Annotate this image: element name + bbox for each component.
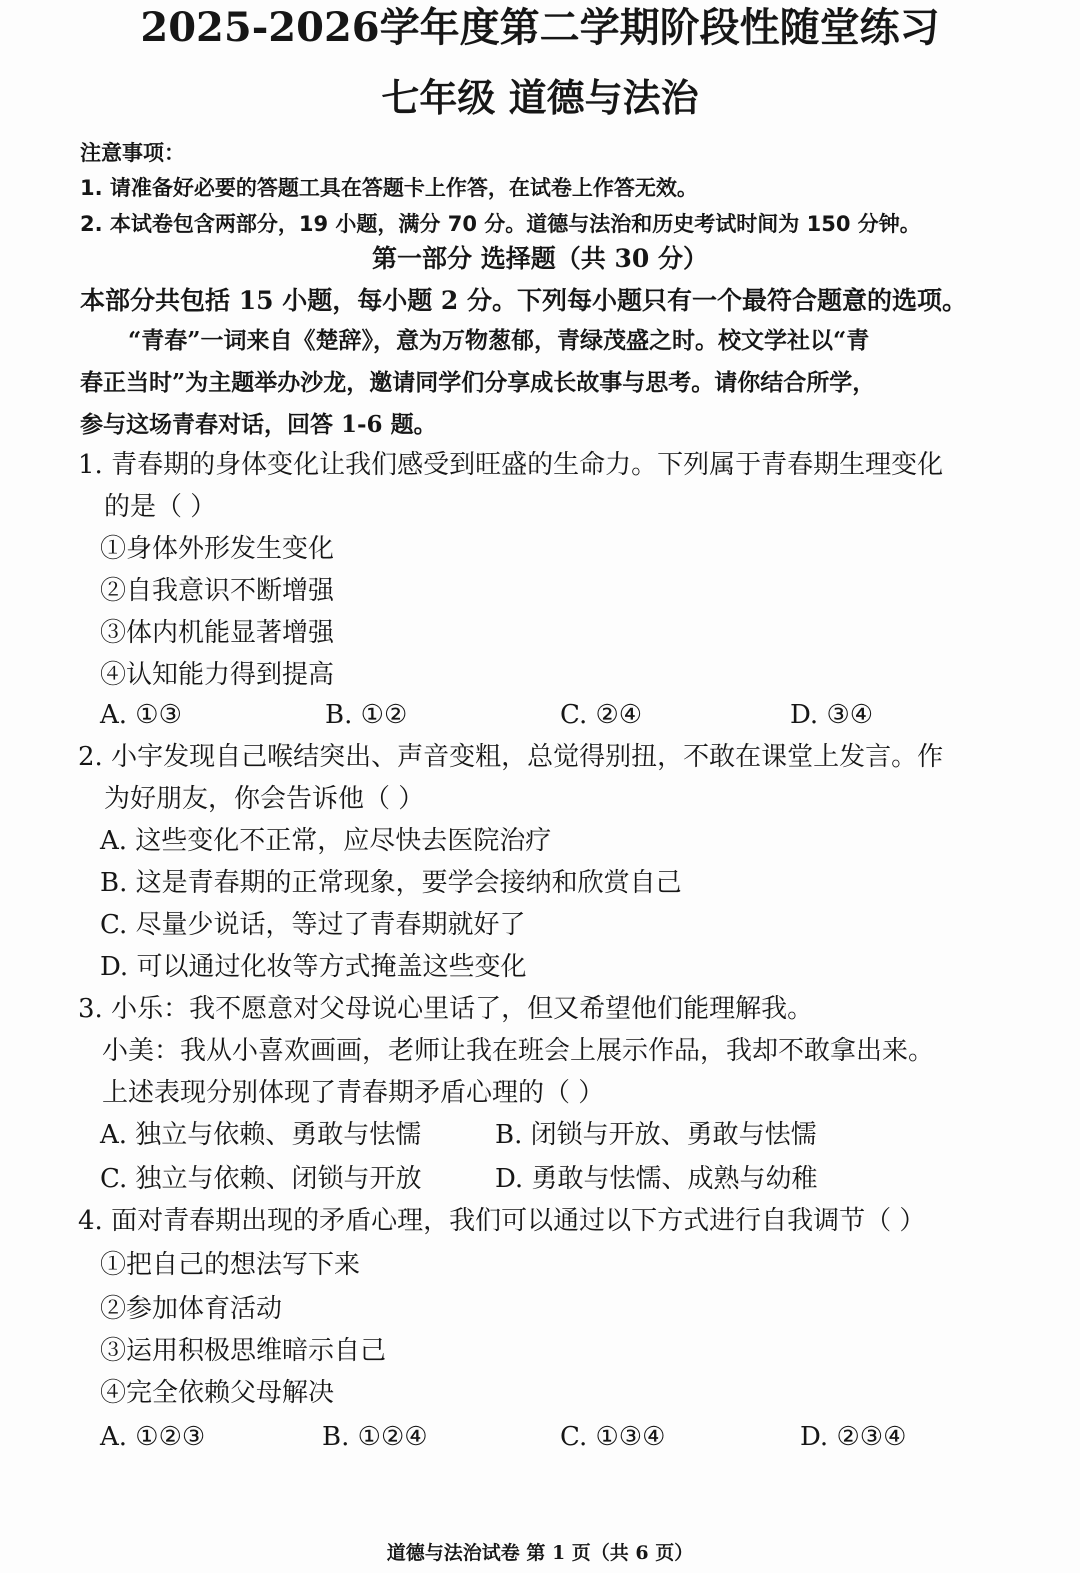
question-stem: 为好朋友，你会告诉他（ ） xyxy=(104,784,425,814)
option-c: C. ①③④ xyxy=(560,1422,666,1452)
note-item: 1. 请准备好必要的答题工具在答题卡上作答，在试卷上作答无效。 xyxy=(80,176,698,200)
question-stem: 3. 小乐：我不愿意对父母说心里话了，但又希望他们能理解我。 xyxy=(78,994,814,1024)
statement: ③运用积极思维暗示自己 xyxy=(100,1336,387,1366)
notes-heading: 注意事项： xyxy=(80,141,185,165)
option-b: B. ①②④ xyxy=(322,1422,428,1452)
option-b: B. 这是青春期的正常现象，要学会接纳和欣赏自己 xyxy=(100,868,682,898)
section-title: 第一部分 选择题（共 30 分） xyxy=(372,244,708,273)
exam-subtitle: 七年级 道德与法治 xyxy=(381,75,699,120)
option-c: C. 独立与依赖、闭锁与开放 xyxy=(100,1164,422,1194)
option-a: A. 独立与依赖、勇敢与怯懦 xyxy=(100,1120,422,1150)
exam-title: 2025-2026学年度第二学期阶段性随堂练习 xyxy=(140,4,940,51)
passage-line: 参与这场青春对话，回答 1-6 题。 xyxy=(80,411,437,438)
statement: ①把自己的想法写下来 xyxy=(100,1250,361,1280)
option-b: B. ①② xyxy=(325,700,408,730)
passage-line: 春正当时”为主题举办沙龙，邀请同学们分享成长故事与思考。请你结合所学， xyxy=(80,369,876,396)
question-stem: 上述表现分别体现了青春期矛盾心理的（ ） xyxy=(102,1078,605,1108)
option-a: A. 这些变化不正常，应尽快去医院治疗 xyxy=(100,826,552,856)
option-d: D. 勇敢与怯懦、成熟与幼稚 xyxy=(495,1164,818,1194)
passage-line: “青春”一词来自《楚辞》，意为万物葱郁，青绿茂盛之时。校文学社以“青 xyxy=(128,327,870,354)
statement: ①身体外形发生变化 xyxy=(100,534,335,564)
section-instruction: 本部分共包括 15 小题，每小题 2 分。下列每小题只有一个最符合题意的选项。 xyxy=(80,286,968,315)
question-stem: 1. 青春期的身体变化让我们感受到旺盛的生命力。下列属于青春期生理变化 xyxy=(78,450,944,480)
option-d: D. 可以通过化妆等方式掩盖这些变化 xyxy=(100,952,527,982)
note-item: 2. 本试卷包含两部分，19 小题，满分 70 分。道德与法治和历史考试时间为 150 分钟。 xyxy=(80,212,921,236)
question-stem: 的是（ ） xyxy=(104,492,217,522)
statement: ④完全依赖父母解决 xyxy=(100,1378,335,1408)
option-a: A. ①②③ xyxy=(100,1422,206,1452)
option-d: D. ③④ xyxy=(790,700,874,730)
question-stem: 4. 面对青春期出现的矛盾心理，我们可以通过以下方式进行自我调节（ ） xyxy=(78,1206,926,1236)
option-c: C. ②④ xyxy=(560,700,643,730)
option-d: D. ②③④ xyxy=(800,1422,907,1452)
statement: ③体内机能显著增强 xyxy=(100,618,335,648)
question-stem: 2. 小宇发现自己喉结突出、声音变粗，总觉得别扭，不敢在课堂上发言。作 xyxy=(78,742,944,772)
statement: ④认知能力得到提高 xyxy=(100,660,335,690)
option-a: A. ①③ xyxy=(100,700,182,730)
page-footer: 道德与法治试卷 第 1 页（共 6 页） xyxy=(386,1542,694,1564)
question-stem: 小美：我从小喜欢画画，老师让我在班会上展示作品，我却不敢拿出来。 xyxy=(102,1036,935,1066)
statement: ②参加体育活动 xyxy=(100,1294,283,1324)
statement: ②自我意识不断增强 xyxy=(100,576,335,606)
option-c: C. 尽量少说话，等过了青春期就好了 xyxy=(100,910,526,940)
option-b: B. 闭锁与开放、勇敢与怯懦 xyxy=(495,1120,817,1150)
